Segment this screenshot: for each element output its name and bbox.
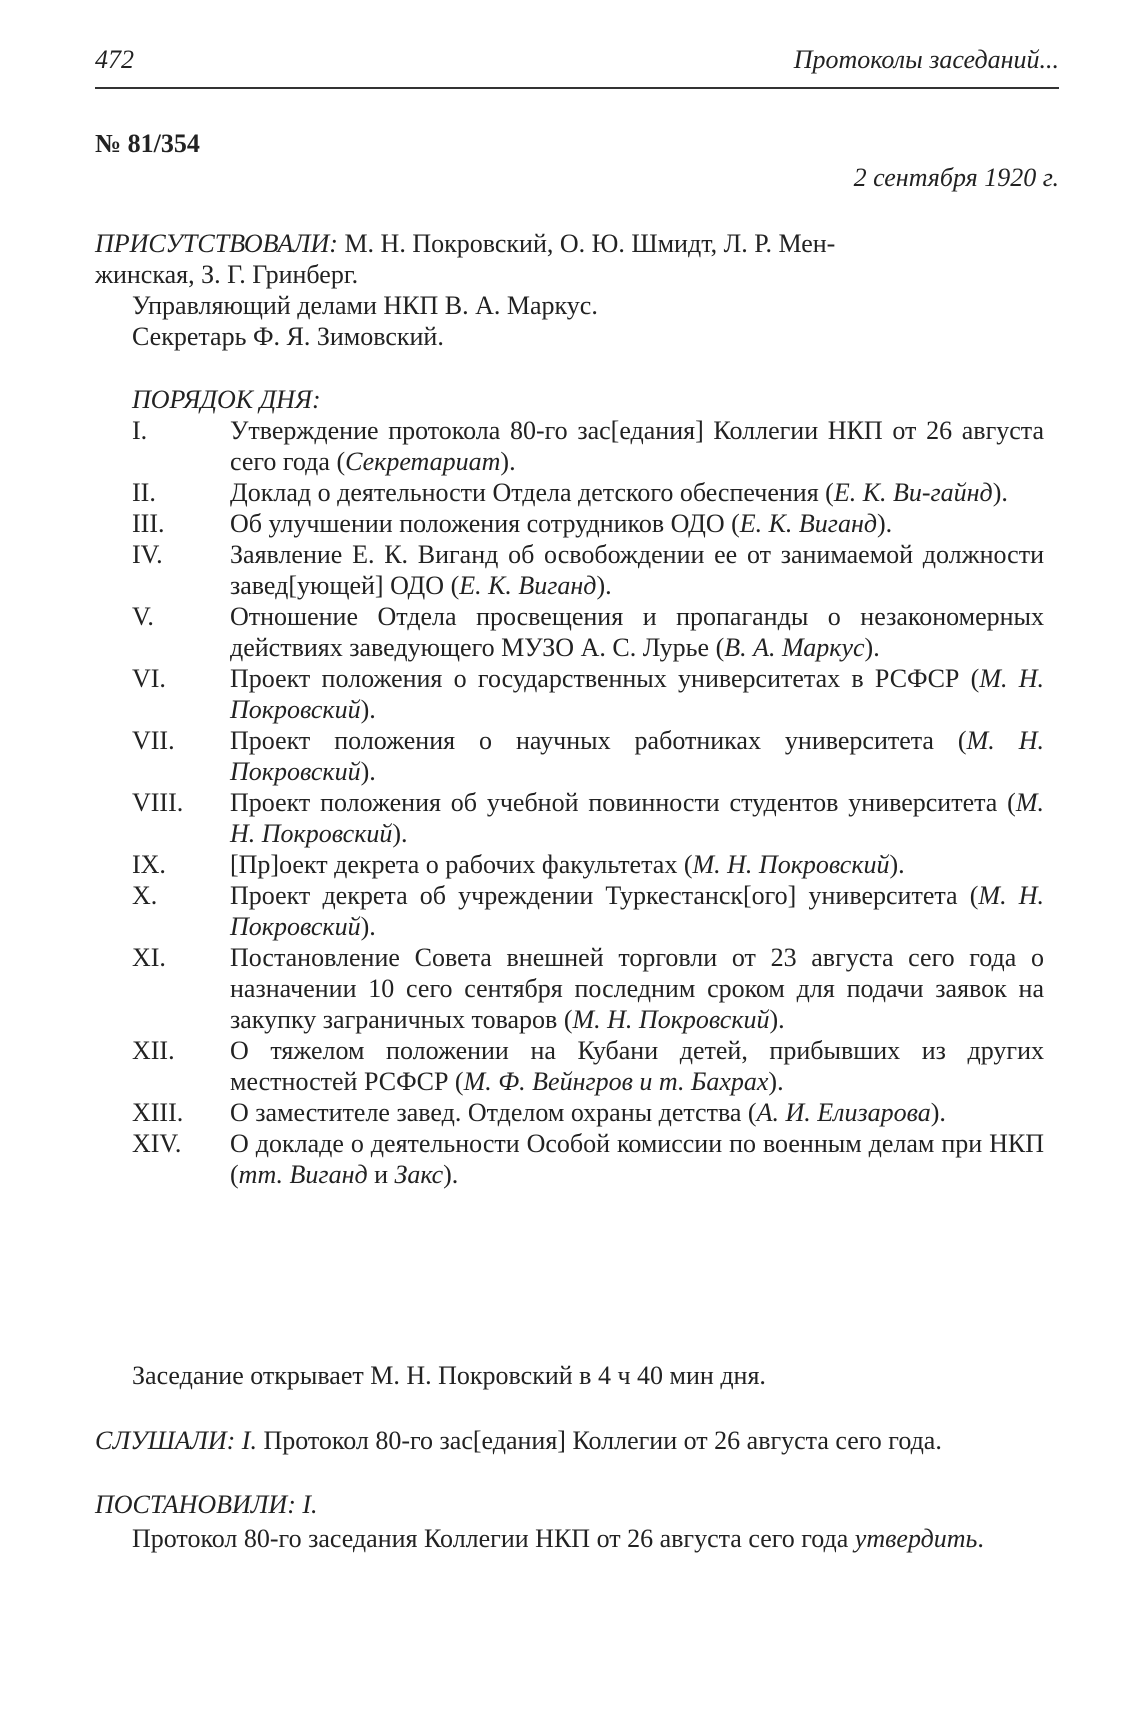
heard-text: Протокол 80-го зас[едания] Коллегии от 26 августа сего года. [256, 1426, 942, 1455]
agenda-list [132, 415, 1044, 1190]
agenda-item-speaker: Е. К. Виганд [739, 509, 877, 538]
agenda-item-speaker: В. А. Маркус [724, 633, 865, 662]
agenda-item-speaker: тт. Виганд [238, 1160, 368, 1189]
agenda-item-text: Доклад о деятельности Отдела детского обеспечения (Е. К. Ви-гайнд). [230, 478, 1008, 507]
agenda-item [132, 787, 1044, 849]
agenda-item-speaker: М. Н. Покровский [692, 850, 890, 879]
agenda-item-text: О заместителе завед. Отделом охраны детства (А. И. Елизарова). [230, 1098, 946, 1127]
agenda-item [132, 1035, 1044, 1097]
agenda-item-number: IX. [132, 850, 166, 879]
agenda-item-text: Заявление Е. К. Виганд об освобождении ее от занимаемой должности завед[ующей] ОДО (Е. К. Виганд). [230, 540, 1044, 600]
business-manager: Управляющий делами НКП В. А. Маркус. [132, 291, 598, 320]
agenda-item-number: XI. [132, 943, 166, 972]
header-rule [95, 87, 1059, 89]
agenda-item-number: VI. [132, 664, 166, 693]
agenda-item-number: VII. [132, 726, 175, 755]
protocol-date: 2 сентября 1920 г. [853, 163, 1059, 192]
agenda-item-speaker: Е. К. Виганд [459, 571, 597, 600]
attendees-label: ПРИСУТСТВОВАЛИ: [95, 229, 338, 258]
heard-label: СЛУШАЛИ: I. [95, 1426, 257, 1455]
attendees-line [95, 228, 1059, 259]
agenda-item-text: Проект положения о государственных университетах в РСФСР (М. Н. Покровский). [230, 664, 1045, 724]
agenda-item-speaker: М. Н. Покровский [230, 726, 1044, 786]
agenda-item-text: Постановление Совета внешней торговли от 23 августа сего года о назначении 10 сего сентября последним сроком для подачи заявок на закупку заграничных товаров (М. Н. Покровский). [230, 943, 1044, 1034]
agenda-item [132, 508, 1044, 539]
agenda-item-number: XII. [132, 1036, 175, 1065]
agenda-item-text: Об улучшении положения сотрудников ОДО (Е. К. Виганд). [230, 509, 893, 538]
attendees-names-part2: жинская, З. Г. Гринберг. [95, 260, 359, 289]
agenda-item-number: II. [132, 478, 156, 507]
agenda-item-number: III. [132, 509, 165, 538]
agenda-item [132, 1128, 1044, 1190]
agenda-item-number: I. [132, 416, 148, 445]
agenda-item [132, 880, 1044, 942]
agenda-item-text: Утверждение протокола 80-го зас[едания] Коллегии НКП от 26 августа сего года (Секретариат). [230, 416, 1044, 476]
agenda-item-text: Проект положения о научных работниках университета (М. Н. Покровский). [230, 726, 1044, 786]
agenda-item-number: XIV. [132, 1129, 182, 1158]
agenda-item-speaker: Е. К. Ви-гайнд [833, 478, 993, 507]
agenda-item-number: VIII. [132, 788, 184, 817]
agenda-item-speaker: М. Н. Покровский [230, 788, 1044, 848]
agenda-item [132, 942, 1044, 1035]
agenda-item [132, 415, 1044, 477]
agenda-item-text: [Пр]оект декрета о рабочих факультетах (М. Н. Покровский). [230, 850, 905, 879]
agenda-item-speaker: М. Н. Покровский [230, 664, 1045, 724]
agenda-item-number: IV. [132, 540, 163, 569]
resolution-text: Протокол 80-го заседания Коллегии НКП от 26 августа сего года утвердить. [132, 1524, 984, 1553]
agenda-item-number: XIII. [132, 1098, 184, 1127]
agenda-item-speaker: М. Ф. Вейнгров и т. Бахрах [463, 1067, 769, 1096]
heard-section [95, 1425, 1059, 1456]
agenda-item [132, 601, 1044, 663]
agenda-item-speaker: М. Н. Покровский [572, 1005, 770, 1034]
agenda-item-text: О тяжелом положении на Кубани детей, прибывших из других местностей РСФСР (М. Ф. Вейнгров и т. Бахрах). [230, 1036, 1044, 1096]
agenda-item-speaker: Секретариат [345, 447, 501, 476]
resolution-emphasis: утвердить [854, 1524, 978, 1553]
protocol-number: № 81/354 [95, 129, 200, 158]
agenda-item [132, 663, 1044, 725]
agenda-item-speaker: А. И. Елизарова [756, 1098, 931, 1127]
agenda-item-text: Проект положения об учебной повинности студентов университета (М. Н. Покровский). [230, 788, 1044, 848]
agenda-item-number: X. [132, 881, 158, 910]
agenda-item-text: Проект декрета об учреждении Туркестанск[ого] университета (М. Н. Покровский). [230, 881, 1045, 941]
decided-label: ПОСТАНОВИЛИ: I. [95, 1490, 318, 1519]
attendees-section [95, 228, 1059, 352]
agenda-item-text: О докладе о деятельности Особой комиссии по военным делам при НКП (тт. Виганд и Закс). [230, 1129, 1044, 1189]
running-header [95, 44, 1059, 78]
agenda-item [132, 725, 1044, 787]
attendees-names-part1: М. Н. Покровский, О. Ю. Шмидт, Л. Р. Мен- [337, 229, 836, 258]
secretary: Секретарь Ф. Я. Зимовский. [132, 322, 444, 351]
agenda-item [132, 1097, 1044, 1128]
agenda-item-number: V. [132, 602, 154, 631]
agenda-item-speaker: М. Н. Покровский [230, 881, 1045, 941]
agenda-title: ПОРЯДОК ДНЯ: [132, 385, 321, 414]
page-number: 472 [95, 45, 134, 74]
agenda-item [132, 849, 1044, 880]
session-opening: Заседание открывает М. Н. Покровский в 4 ч 40 мин дня. [132, 1361, 766, 1390]
agenda-item [132, 477, 1044, 508]
running-title: Протоколы заседаний... [793, 45, 1059, 74]
agenda-item-text: Отношение Отдела просвещения и пропаганды о незакономерных действиях заведующего МУЗО А. С. Лурье (В. А. Маркус). [230, 602, 1044, 662]
agenda-item-speaker-2: Закс [394, 1160, 444, 1189]
agenda-item [132, 539, 1044, 601]
